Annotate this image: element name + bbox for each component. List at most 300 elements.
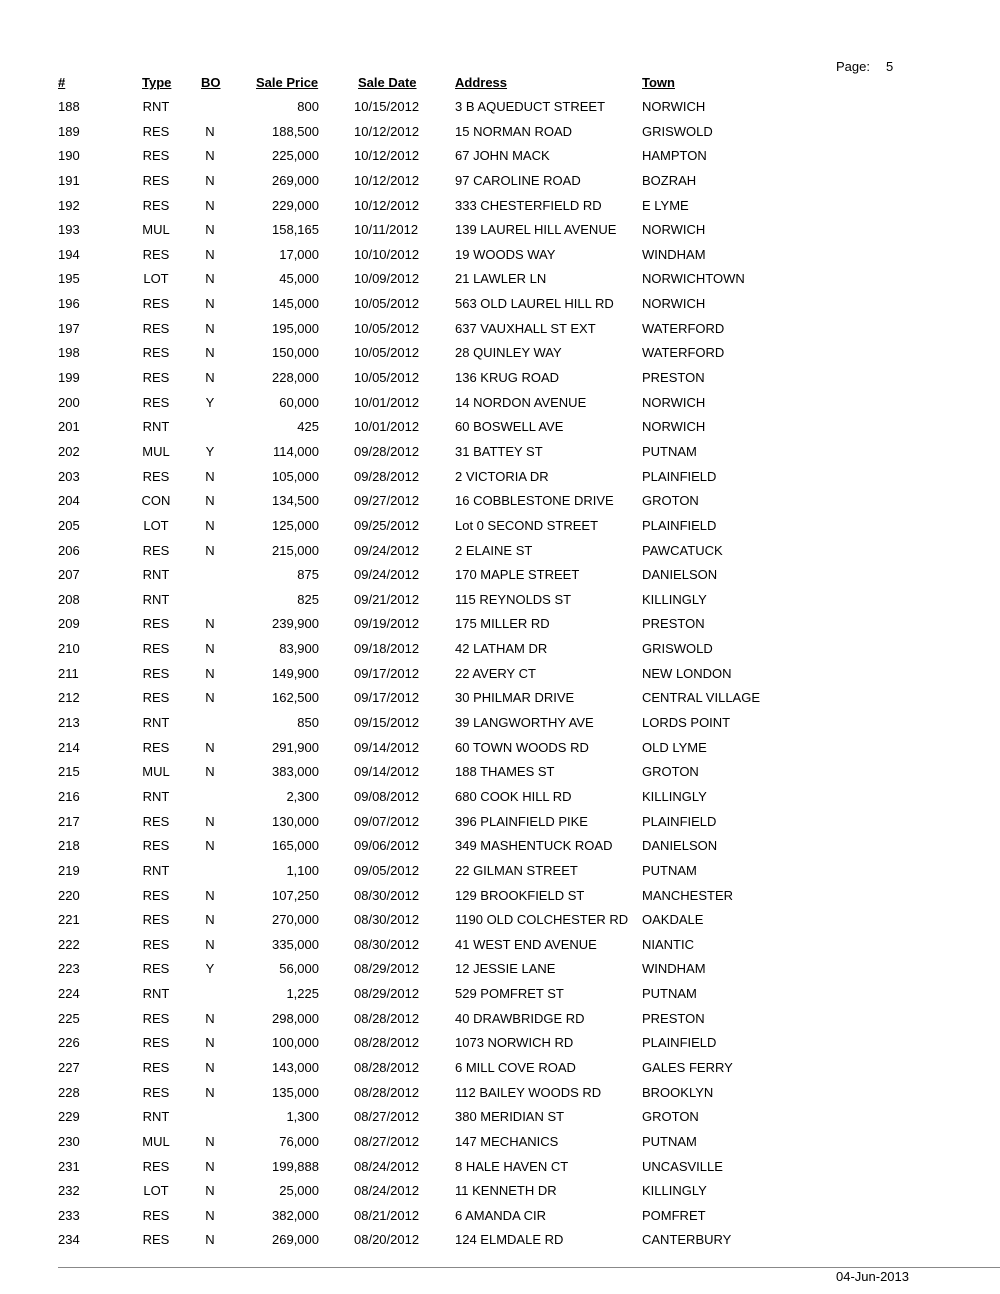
cell-type: RNT [142,591,170,607]
cell-sale-date: 08/28/2012 [354,1010,420,1026]
cell-address: 15 NORMAN ROAD [455,123,573,139]
cell-bo: N [205,813,215,829]
cell-bo: N [205,641,215,657]
cell-address: 39 LANGWORTHY AVE [455,715,594,731]
cell-sale-price: 270,000 [272,912,319,928]
cell-bo: N [205,172,215,188]
cell-bo: N [205,542,215,558]
table-row [0,516,1000,541]
cell-address: 188 THAMES ST [455,764,555,780]
cell-sale-date: 09/17/2012 [354,665,420,681]
header-address: Address [455,75,508,90]
cell-town: NORWICH [642,419,706,435]
cell-town: UNCASVILLE [642,1158,723,1174]
cell-town: PLAINFIELD [642,813,717,829]
cell-type: RNT [142,99,170,114]
cell-num: 232 [58,1183,80,1199]
cell-town: BOZRAH [642,172,697,188]
cell-address: 22 AVERY CT [455,665,536,681]
cell-sale-date: 10/12/2012 [354,197,420,213]
cell-type: RES [142,197,170,213]
cell-type: RNT [142,862,170,878]
cell-sale-date: 09/08/2012 [354,788,420,804]
cell-town: WATERFORD [642,320,725,336]
cell-num: 196 [58,296,80,312]
cell-town: NORWICH [642,99,706,114]
cell-sale-price: 298,000 [272,1010,319,1026]
cell-sale-date: 09/24/2012 [354,542,420,558]
cell-address: 60 BOSWELL AVE [455,419,564,435]
cell-address: 175 MILLER RD [455,616,550,632]
cell-type: RES [142,394,170,410]
cell-sale-date: 10/12/2012 [354,123,420,139]
cell-type: RES [142,148,170,164]
sales-table-body [0,97,1000,1255]
cell-num: 226 [58,1035,80,1051]
cell-bo: N [205,345,215,361]
cell-address: 112 BAILEY WOODS RD [455,1084,602,1100]
cell-sale-date: 10/05/2012 [354,320,420,336]
cell-address: 19 WOODS WAY [455,246,556,262]
cell-sale-price: 105,000 [272,468,319,484]
cell-sale-date: 10/11/2012 [354,222,419,238]
cell-town: BROOKLYN [642,1084,714,1100]
cell-type: RES [142,665,170,681]
cell-address: 67 JOHN MACK [455,148,550,164]
cell-town: POMFRET [642,1207,706,1223]
cell-sale-price: 135,000 [272,1084,319,1100]
cell-sale-price: 269,000 [272,1232,319,1248]
cell-num: 194 [58,246,80,262]
table-row [0,343,1000,368]
cell-sale-price: 825 [297,591,319,607]
cell-type: MUL [142,764,170,780]
cell-sale-date: 09/28/2012 [354,443,420,459]
footer-date: 04-Jun-2013 [836,1269,909,1284]
cell-sale-date: 08/28/2012 [354,1084,420,1100]
cell-sale-date: 08/30/2012 [354,936,420,952]
cell-sale-date: 09/17/2012 [354,690,420,706]
cell-type: RES [142,246,170,262]
cell-num: 198 [58,345,80,361]
cell-sale-price: 145,000 [272,296,319,312]
cell-bo: N [205,887,215,903]
cell-address: 22 GILMAN STREET [455,862,578,878]
cell-bo: N [205,1059,215,1075]
cell-sale-date: 10/10/2012 [354,246,420,262]
cell-num: 205 [58,517,80,533]
cell-num: 225 [58,1010,80,1026]
table-row [0,146,1000,171]
cell-sale-date: 09/27/2012 [354,493,420,509]
table-row [0,984,1000,1009]
cell-type: RES [142,1207,170,1223]
cell-bo: N [205,739,215,755]
cell-sale-date: 10/01/2012 [354,419,420,435]
cell-num: 212 [58,690,80,706]
cell-address: 170 MAPLE STREET [455,567,580,583]
cell-sale-date: 09/18/2012 [354,641,420,657]
cell-type: RES [142,887,170,903]
cell-address: 637 VAUXHALL ST EXT [455,320,596,336]
cell-num: 201 [58,419,80,435]
cell-address: 3 B AQUEDUCT STREET [455,99,606,114]
cell-address: 42 LATHAM DR [455,641,548,657]
table-row [0,688,1000,713]
cell-type: RES [142,1232,170,1248]
cell-address: 1190 OLD COLCHESTER RD [455,912,629,928]
cell-type: RES [142,936,170,952]
cell-address: 2 ELAINE ST [455,542,533,558]
cell-sale-price: 25,000 [279,1183,319,1199]
cell-num: 220 [58,887,80,903]
cell-town: LORDS POINT [642,715,731,731]
cell-bo: N [205,197,215,213]
cell-town: NORWICH [642,394,706,410]
cell-bo: N [205,370,215,386]
cell-num: 234 [58,1232,80,1248]
cell-town: CANTERBURY [642,1232,732,1248]
cell-type: RES [142,690,170,706]
cell-sale-date: 10/05/2012 [354,345,420,361]
cell-type: LOT [143,1183,169,1199]
cell-town: GRISWOLD [642,641,713,657]
cell-town: NORWICHTOWN [642,271,745,287]
cell-town: PLAINFIELD [642,517,717,533]
table-row [0,1206,1000,1231]
cell-sale-price: 125,000 [272,517,319,533]
page-label: Page: [836,59,870,74]
table-row [0,812,1000,837]
cell-address: 529 POMFRET ST [455,986,564,1002]
cell-num: 204 [58,493,80,509]
cell-sale-date: 09/24/2012 [354,567,420,583]
cell-town: PUTNAM [642,443,697,459]
cell-sale-price: 107,250 [272,887,319,903]
cell-bo: N [205,1183,215,1199]
cell-type: RNT [142,715,170,731]
table-row [0,1230,1000,1255]
cell-sale-date: 08/21/2012 [354,1207,420,1223]
cell-address: 396 PLAINFIELD PIKE [455,813,588,829]
cell-num: 222 [58,936,80,952]
cell-town: GROTON [642,1109,699,1125]
cell-sale-price: 228,000 [272,370,319,386]
cell-address: 563 OLD LAUREL HILL RD [455,296,614,312]
table-row [0,171,1000,196]
cell-sale-date: 09/05/2012 [354,862,420,878]
cell-address: 380 MERIDIAN ST [455,1109,565,1125]
cell-bo: N [205,222,215,238]
cell-type: RES [142,172,170,188]
cell-address: 97 CAROLINE ROAD [455,172,581,188]
cell-town: PUTNAM [642,862,697,878]
cell-address: 136 KRUG ROAD [455,370,560,386]
cell-sale-price: 158,165 [272,222,319,238]
cell-num: 214 [58,739,80,755]
cell-bo: N [205,320,215,336]
cell-sale-price: 215,000 [272,542,319,558]
cell-num: 231 [58,1158,80,1174]
table-row [0,639,1000,664]
cell-sale-price: 45,000 [279,271,319,287]
header-town: Town [642,75,675,90]
table-row [0,417,1000,442]
cell-sale-price: 149,900 [272,665,319,681]
cell-type: RES [142,912,170,928]
cell-type: RES [142,616,170,632]
cell-town: OLD LYME [642,739,707,755]
cell-address: 1073 NORWICH RD [455,1035,574,1051]
table-row [0,393,1000,418]
cell-num: 223 [58,961,80,977]
cell-num: 197 [58,320,80,336]
cell-address: 124 ELMDALE RD [455,1232,564,1248]
table-row [0,368,1000,393]
cell-sale-price: 114,000 [272,443,319,459]
header-sale-date: Sale Date [358,75,417,90]
cell-type: RNT [142,419,170,435]
cell-type: MUL [142,222,170,238]
cell-sale-date: 10/15/2012 [354,99,420,114]
cell-sale-date: 10/12/2012 [354,172,420,188]
cell-num: 189 [58,123,80,139]
cell-address: 6 MILL COVE ROAD [455,1059,576,1075]
table-row [0,1009,1000,1034]
cell-num: 229 [58,1109,80,1125]
header-type: Type [142,75,172,90]
cell-sale-price: 425 [297,419,319,435]
cell-sale-price: 165,000 [272,838,319,854]
cell-type: RES [142,1059,170,1075]
cell-type: RES [142,123,170,139]
cell-address: 6 AMANDA CIR [455,1207,547,1223]
cell-sale-price: 800 [297,99,319,114]
cell-sale-date: 08/30/2012 [354,912,420,928]
cell-bo: N [205,468,215,484]
table-row [0,861,1000,886]
cell-sale-date: 08/20/2012 [354,1232,420,1248]
cell-sale-price: 1,100 [286,862,319,878]
cell-type: RES [142,1084,170,1100]
table-row [0,590,1000,615]
table-row [0,959,1000,984]
cell-sale-date: 08/28/2012 [354,1059,420,1075]
cell-bo: N [205,912,215,928]
table-row [0,1058,1000,1083]
table-row [0,664,1000,689]
footer-divider [58,1267,1000,1268]
table-row [0,442,1000,467]
cell-town: DANIELSON [642,838,718,854]
cell-bo: Y [205,961,215,977]
cell-sale-price: 335,000 [272,936,319,952]
table-row [0,565,1000,590]
cell-address: 14 NORDON AVENUE [455,394,587,410]
table-row [0,269,1000,294]
table-row [0,541,1000,566]
cell-address: 2 VICTORIA DR [455,468,549,484]
cell-bo: N [205,1084,215,1100]
cell-type: RES [142,296,170,312]
table-row [0,1083,1000,1108]
header-num: # [58,75,66,90]
cell-type: RNT [142,567,170,583]
cell-town: DANIELSON [642,567,718,583]
cell-type: RES [142,320,170,336]
cell-town: MANCHESTER [642,887,734,903]
cell-num: 213 [58,715,80,731]
cell-sale-price: 1,225 [286,986,319,1002]
page-indicator [836,59,893,74]
cell-town: PRESTON [642,616,705,632]
cell-sale-date: 09/28/2012 [354,468,420,484]
cell-sale-date: 09/25/2012 [354,517,420,533]
table-row [0,910,1000,935]
cell-sale-date: 10/05/2012 [354,296,420,312]
cell-num: 188 [58,99,80,114]
cell-sale-price: 382,000 [272,1207,319,1223]
cell-address: 115 REYNOLDS ST [455,591,572,607]
cell-bo: N [205,148,215,164]
cell-town: PLAINFIELD [642,468,717,484]
cell-town: PRESTON [642,1010,705,1026]
cell-type: RES [142,813,170,829]
table-row [0,97,1000,122]
cell-num: 199 [58,370,80,386]
cell-sale-date: 09/19/2012 [354,616,420,632]
cell-type: RES [142,1035,170,1051]
cell-num: 210 [58,641,80,657]
cell-sale-date: 08/28/2012 [354,1035,420,1051]
cell-num: 207 [58,567,80,583]
cell-sale-date: 08/29/2012 [354,961,420,977]
cell-num: 219 [58,862,80,878]
cell-num: 193 [58,222,80,238]
cell-sale-price: 150,000 [272,345,319,361]
cell-bo: N [205,764,215,780]
cell-town: NEW LONDON [642,665,732,681]
cell-town: PRESTON [642,370,705,386]
cell-type: RES [142,468,170,484]
cell-town: KILLINGLY [642,1183,707,1199]
cell-sale-price: 850 [297,715,319,731]
cell-bo: Y [205,443,215,459]
cell-town: GALES FERRY [642,1059,733,1075]
cell-sale-price: 239,900 [272,616,319,632]
cell-bo: N [205,665,215,681]
cell-num: 191 [58,172,80,188]
table-row [0,1181,1000,1206]
cell-address: 60 TOWN WOODS RD [455,739,589,755]
cell-town: PAWCATUCK [642,542,723,558]
cell-address: 28 QUINLEY WAY [455,345,562,361]
cell-bo: N [205,271,215,287]
cell-sale-price: 2,300 [286,788,319,804]
cell-sale-date: 09/15/2012 [354,715,420,731]
table-row [0,245,1000,270]
cell-bo: N [205,616,215,632]
cell-type: RES [142,1158,170,1174]
cell-type: RES [142,838,170,854]
cell-type: RNT [142,1109,170,1125]
cell-bo: N [205,1035,215,1051]
table-header [0,75,1000,95]
cell-town: GROTON [642,493,699,509]
cell-sale-date: 08/27/2012 [354,1133,420,1149]
cell-address: 8 HALE HAVEN CT [455,1158,569,1174]
cell-sale-price: 100,000 [272,1035,319,1051]
cell-town: GROTON [642,764,699,780]
table-row [0,1157,1000,1182]
cell-num: 233 [58,1207,80,1223]
cell-sale-price: 162,500 [272,690,319,706]
cell-town: NIANTIC [642,936,694,952]
table-row [0,1132,1000,1157]
table-row [0,713,1000,738]
cell-num: 203 [58,468,80,484]
table-row [0,319,1000,344]
cell-sale-date: 10/12/2012 [354,148,420,164]
cell-address: 333 CHESTERFIELD RD [455,197,602,213]
cell-town: OAKDALE [642,912,704,928]
cell-sale-date: 09/06/2012 [354,838,420,854]
cell-town: WINDHAM [642,246,706,262]
cell-type: RNT [142,788,170,804]
cell-num: 218 [58,838,80,854]
table-row [0,467,1000,492]
cell-type: RES [142,1010,170,1026]
cell-sale-date: 10/01/2012 [354,394,420,410]
cell-address: 680 COOK HILL RD [455,788,572,804]
cell-num: 208 [58,591,80,607]
cell-sale-date: 08/29/2012 [354,986,420,1002]
cell-sale-price: 76,000 [279,1133,319,1149]
cell-bo: N [205,936,215,952]
cell-bo: N [205,1010,215,1026]
cell-sale-price: 130,000 [272,813,319,829]
cell-address: 31 BATTEY ST [455,443,543,459]
cell-address: 21 LAWLER LN [455,271,547,287]
cell-town: KILLINGLY [642,591,707,607]
cell-sale-price: 199,888 [272,1158,319,1174]
cell-type: RES [142,739,170,755]
cell-num: 211 [58,665,79,681]
cell-num: 228 [58,1084,80,1100]
cell-type: RES [142,542,170,558]
cell-town: WINDHAM [642,961,706,977]
cell-bo: N [205,838,215,854]
cell-bo: N [205,1133,215,1149]
cell-town: PLAINFIELD [642,1035,717,1051]
cell-num: 230 [58,1133,80,1149]
cell-town: PUTNAM [642,1133,697,1149]
cell-type: RES [142,370,170,386]
table-row [0,762,1000,787]
cell-address: 349 MASHENTUCK ROAD [455,838,613,854]
cell-address: 147 MECHANICS [455,1133,559,1149]
cell-sale-date: 08/30/2012 [354,887,420,903]
cell-sale-price: 1,300 [286,1109,319,1125]
cell-bo: N [205,690,215,706]
cell-bo: N [205,1158,215,1174]
cell-town: NORWICH [642,296,706,312]
cell-sale-price: 143,000 [272,1059,319,1075]
cell-sale-price: 291,900 [272,739,319,755]
table-row [0,1033,1000,1058]
cell-type: RES [142,961,170,977]
header-sale-price: Sale Price [256,75,319,90]
